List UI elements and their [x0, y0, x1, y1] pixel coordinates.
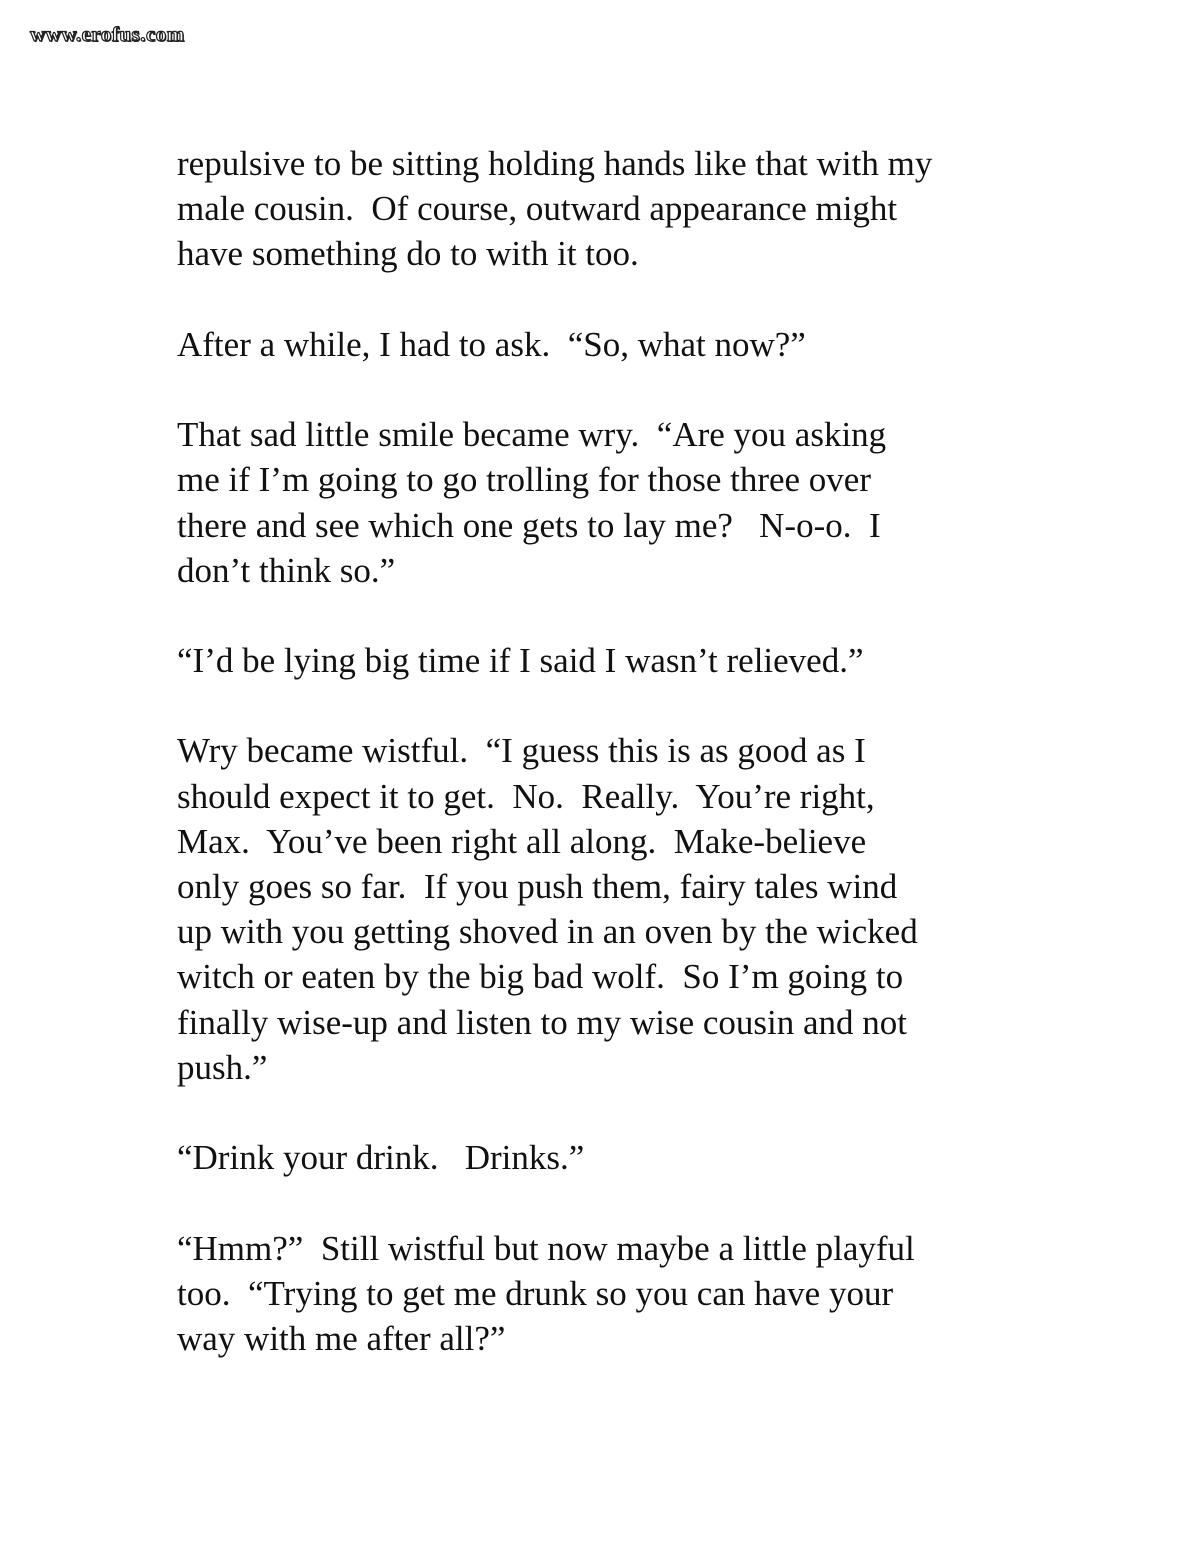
text-line: don’t think so.” [177, 550, 396, 590]
text-line: up with you getting shoved in an oven by the wicked [177, 912, 918, 952]
paragraph [177, 638, 1057, 683]
text-line: Wry became wistful. “I guess this is as good as I [177, 731, 866, 771]
paragraph [177, 322, 1057, 367]
text-line: That sad little smile became wry. “Are you asking [177, 415, 887, 455]
text-line: After a while, I had to ask. “So, what now?” [177, 324, 806, 364]
text-line: way with me after all?” [177, 1318, 506, 1358]
paragraph [177, 412, 1057, 593]
paragraph [177, 728, 1057, 1090]
text-line: only goes so far. If you push them, fairy tales wind [177, 867, 898, 906]
text-line: “Drink your drink. Drinks.” [177, 1138, 585, 1178]
text-line: too. “Trying to get me drunk so you can have your [177, 1273, 894, 1313]
text-line: “I’d be lying big time if I said I wasn’t relieved.” [177, 641, 864, 681]
text-line: witch or eaten by the big bad wolf. So I’m going to [177, 957, 904, 997]
text-line: Max. You’ve been right all along. Make-believe [177, 821, 867, 861]
page-body [177, 141, 1057, 1361]
text-line: should expect it to get. No. Really. You’re right, [177, 776, 875, 816]
text-line: “Hmm?” Still wistful but now maybe a little playful [177, 1228, 915, 1268]
text-line: male cousin. Of course, outward appearance might [177, 189, 898, 229]
text-line: there and see which one gets to lay me? N-o-o. I [177, 505, 881, 545]
text-line: repulsive to be sitting holding hands like that with my [177, 144, 933, 183]
site-watermark: www.erofus.com [30, 22, 185, 46]
text-line: push.” [177, 1047, 268, 1087]
paragraph [177, 1226, 1057, 1362]
paragraph [177, 141, 1057, 277]
text-line: have something do to with it too. [177, 234, 639, 274]
paragraph [177, 1135, 1057, 1180]
text-line: me if I’m going to go trolling for those three over [177, 460, 872, 500]
text-line: finally wise-up and listen to my wise cousin and not [177, 1002, 908, 1042]
